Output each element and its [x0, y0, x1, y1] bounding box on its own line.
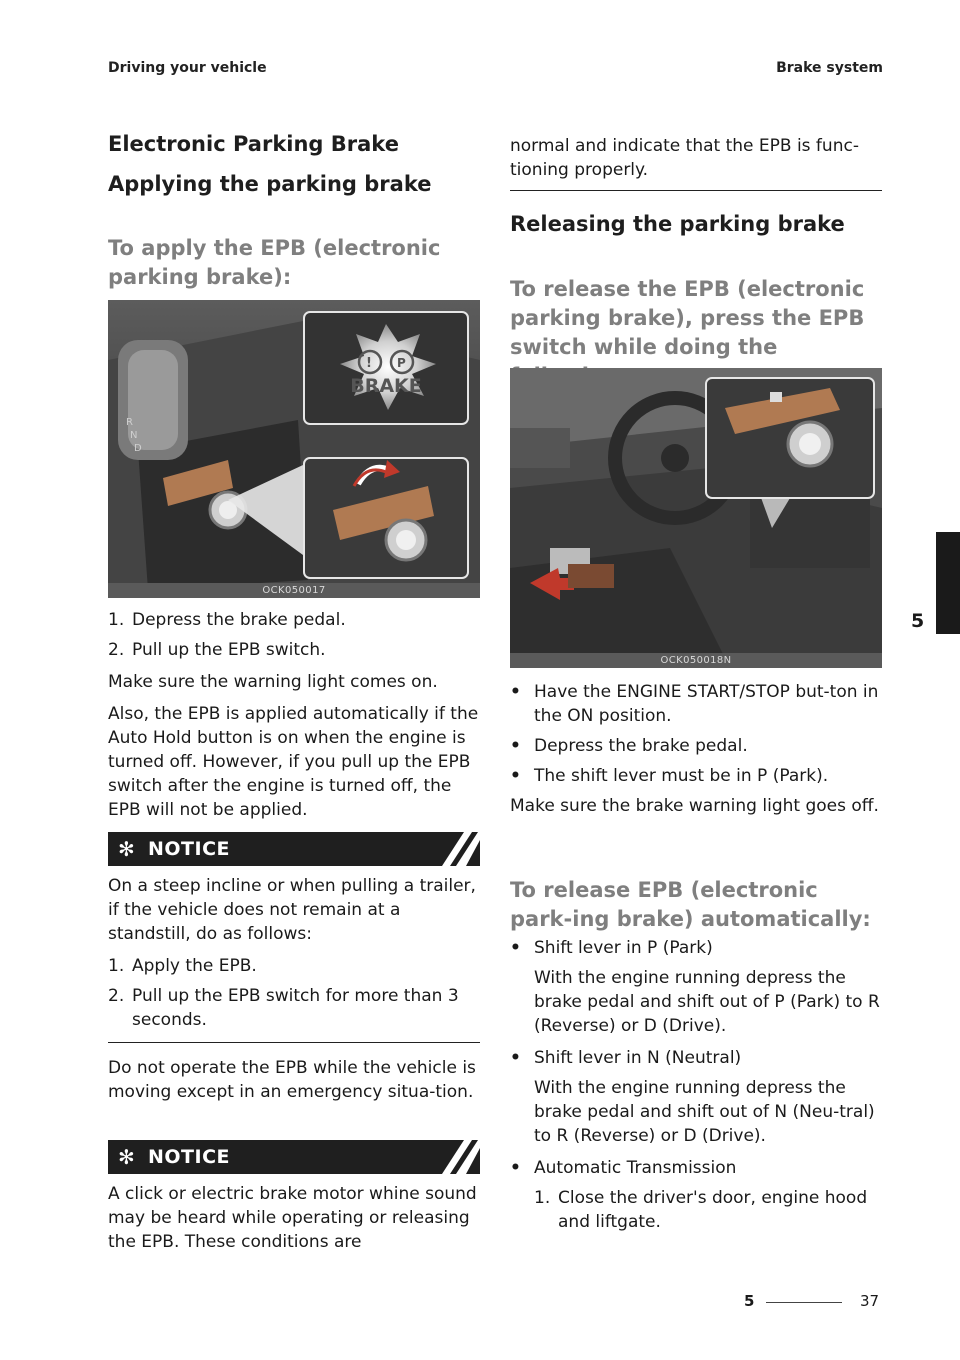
footer-divider — [766, 1302, 842, 1303]
epb-release-figure — [510, 368, 882, 668]
bullet-dot: • — [510, 682, 521, 702]
release-title: Releasing the parking brake — [510, 212, 845, 236]
notice-body: On a steep incline or when pulling a trailer, if the vehicle does not remain at a standstill, do as follows: — [108, 876, 476, 944]
auto-release-heading: To release EPB (electronic park-ing brake) automatically: — [510, 878, 871, 931]
brake-badge-text: BRAKE — [350, 375, 422, 397]
paragraph: Make sure the brake warning light goes off. — [510, 796, 879, 816]
apply-heading-line1: To apply the EPB (electronic — [108, 236, 441, 260]
asterisk-icon: ✻ — [118, 1145, 135, 1169]
chapter-tab-number: 5 — [911, 610, 925, 632]
svg-text:P: P — [397, 356, 406, 370]
paragraph: Do not operate the EPB while the vehicle is moving except in an emergency situa-tion. — [108, 1058, 476, 1102]
notice-banner — [108, 832, 480, 866]
svg-text:!: ! — [366, 356, 372, 371]
notice-label: NOTICE — [148, 1146, 231, 1168]
footer-page-number: 37 — [860, 1292, 880, 1310]
bullet-dot: • — [510, 766, 521, 786]
asterisk-icon: ✻ — [118, 837, 135, 861]
bullet-item: • Shift lever in N (Neutral) — [510, 1048, 742, 1068]
cabin-illustration — [510, 368, 882, 668]
hatch-stripes-icon — [420, 832, 480, 866]
svg-text:R: R — [126, 417, 133, 428]
paragraph: Make sure the warning light comes on. — [108, 672, 438, 692]
bullet-item: • Have the ENGINE START/STOP but-ton in the ON position. — [510, 682, 879, 726]
subsection-title: Applying the parking brake — [108, 172, 432, 196]
section-title: Electronic Parking Brake — [108, 132, 399, 156]
divider — [510, 190, 882, 191]
paragraph-continued: normal and indicate that the EPB is func-tioning properly. — [510, 136, 859, 180]
svg-text:D: D — [134, 443, 142, 454]
svg-text:N: N — [130, 430, 138, 441]
apply-heading — [108, 234, 480, 292]
notice-banner — [108, 1140, 480, 1174]
notice-label: NOTICE — [148, 838, 231, 860]
bullet-item: • Automatic Transmission — [510, 1158, 737, 1178]
bullet-dot: • — [510, 736, 521, 756]
bullet-item: • Shift lever in P (Park) — [510, 938, 713, 958]
notice-step: 1. Apply the EPB. — [108, 956, 257, 976]
notice-step: 2. Pull up the EPB switch for more than 3 seconds. — [108, 986, 459, 1030]
chapter-tab — [936, 532, 960, 634]
console-illustration — [108, 300, 480, 598]
sub-step: 1. Close the driver's door, engine hood and liftgate. — [534, 1188, 868, 1232]
bullet-dot: • — [510, 1048, 521, 1068]
notice-body: A click or electric brake motor whine sound may be heard while operating or releasing the EPB. These conditions are — [108, 1184, 477, 1252]
paragraph: Also, the EPB is applied automatically if the Auto Hold button is on when the engine is turned off. However, if you pull up the EPB switch after the engine is turned off, the EPB will not be applied. — [108, 704, 479, 820]
running-header-left: Driving your vehicle — [108, 60, 267, 76]
figure-code: OCK050017 — [108, 583, 480, 598]
figure-code: OCK050018N — [510, 653, 882, 668]
epb-apply-figure — [108, 300, 480, 598]
bullet-dot: • — [510, 938, 521, 958]
bullet-item: • The shift lever must be in P (Park). — [510, 766, 829, 786]
bullet-dot: • — [510, 1158, 521, 1178]
apply-heading-line2: parking brake): — [108, 265, 292, 289]
release-heading: To release the EPB (electronic parking brake), press the EPB switch while doing the — [510, 277, 865, 359]
hatch-stripes-icon — [420, 1140, 480, 1174]
running-header-right: Brake system — [776, 60, 883, 76]
bullet-item: • Depress the brake pedal. — [510, 736, 748, 756]
bullet-detail: With the engine running depress the brake pedal and shift out of P (Park) to R (Reverse) or D (Drive). — [534, 968, 880, 1036]
footer-chapter: 5 — [744, 1292, 755, 1310]
step-item: 2. Pull up the EPB switch. — [108, 640, 326, 660]
bullet-detail: With the engine running depress the brake pedal and shift out of N (Neu-tral) to R (Reverse) or D (Drive). — [534, 1078, 875, 1146]
step-item: 1. Depress the brake pedal. — [108, 610, 346, 630]
divider — [108, 1042, 480, 1043]
